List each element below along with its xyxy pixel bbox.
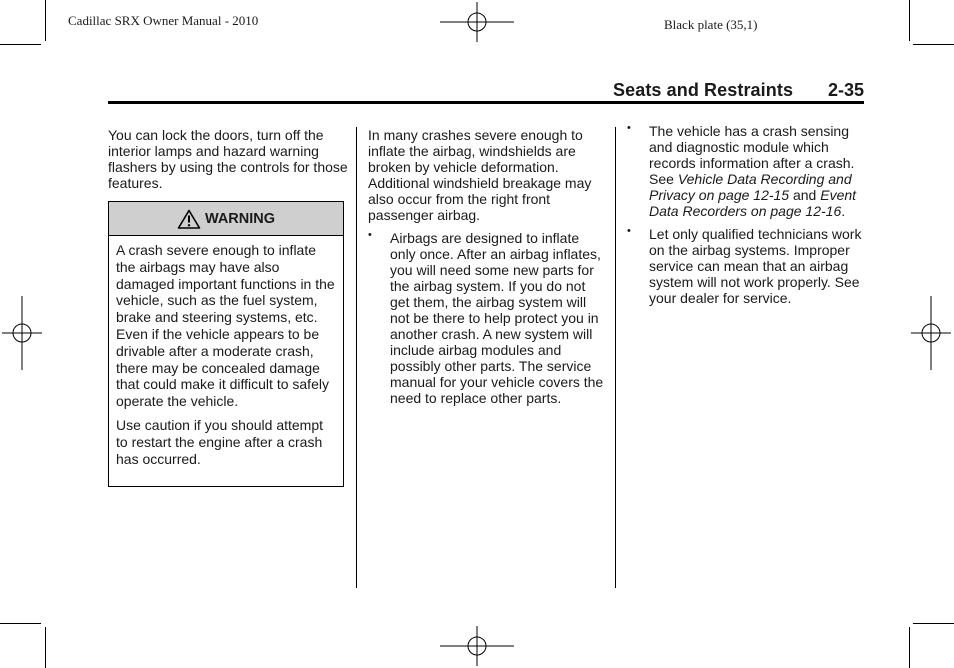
registration-mark-icon [440,626,514,666]
section-title: Seats and Restraints [613,80,794,100]
crop-mark [0,44,41,45]
crop-mark [909,0,910,41]
list-item-text: The vehicle has a crash sensing and diagnostic module which records information after a crash. See Vehicle Data Recording and Privacy on page 12-15 and Event Data Recorders on page 12-16. [649,123,857,219]
warning-box [108,201,344,487]
warning-paragraph: Use caution if you should attempt to restart the engine after a crash has occurred. [116,416,324,467]
registration-mark-icon [911,296,951,370]
list-item-text: Let only qualified technicians work on the airbag systems. Improper service can mean that an airbag system will not work properly. See your dealer for service. [649,226,862,306]
list-item [627,226,863,306]
cross-reference-link[interactable]: Event Data Recorders on page 12-16 [649,187,857,219]
registration-mark-icon [2,296,42,370]
body-paragraph: In many crashes severe enough to inflate the airbag, windshields are broken by vehicle deformation. Additional windshield breakage may also occur from the right front passenger airbag. [368,127,592,223]
crop-mark [45,627,46,668]
warning-title: WARNING [204,210,276,227]
bullet-icon: • [627,225,631,237]
bullet-icon: • [368,229,372,241]
column-1 [108,127,348,191]
column-3 [627,123,863,306]
column-2 [368,127,604,406]
warning-exclamation-icon [177,209,201,229]
crop-mark [909,627,910,668]
manual-title: Cadillac SRX Owner Manual - 2010 [68,13,259,28]
bullet-icon: • [627,122,631,134]
warning-body [109,236,343,467]
warning-header [109,202,343,236]
crop-mark [0,623,41,624]
plate-label: Black plate (35,1) [664,17,758,32]
list-item-text: Airbags are designed to inflate only once. After an airbag inflates, you will need some new parts for the airbag system. If you do not get them, the airbag system will not be there to help protect you in another crash. A new system will include airbag modules and possibly other parts. The service manual for your vehicle covers the need to replace other parts. [390,230,604,406]
page-number: 2-35 [828,80,865,100]
crop-mark [913,623,954,624]
intro-paragraph: You can lock the doors, turn off the interior lamps and hazard warning flashers by using the controls for those features. [108,127,348,191]
column-divider [356,127,357,588]
crop-mark [45,0,46,41]
list-item [368,230,604,406]
registration-mark-icon [440,2,514,42]
crop-mark [913,44,954,45]
header-rule [108,101,864,104]
cross-reference-link[interactable]: Vehicle Data Recording and Privacy on page 12-15 [649,171,852,203]
list-item [627,123,863,219]
column-divider [615,127,616,588]
warning-paragraph: A crash severe enough to inflate the airbags may have also damaged important functions in the vehicle, such as the fuel system, brake and steering systems, etc. Even if the vehicle appears to be drivable after a moderate crash, there may be concealed damage that could make it difficult to safely operate the vehicle. [116,242,335,410]
